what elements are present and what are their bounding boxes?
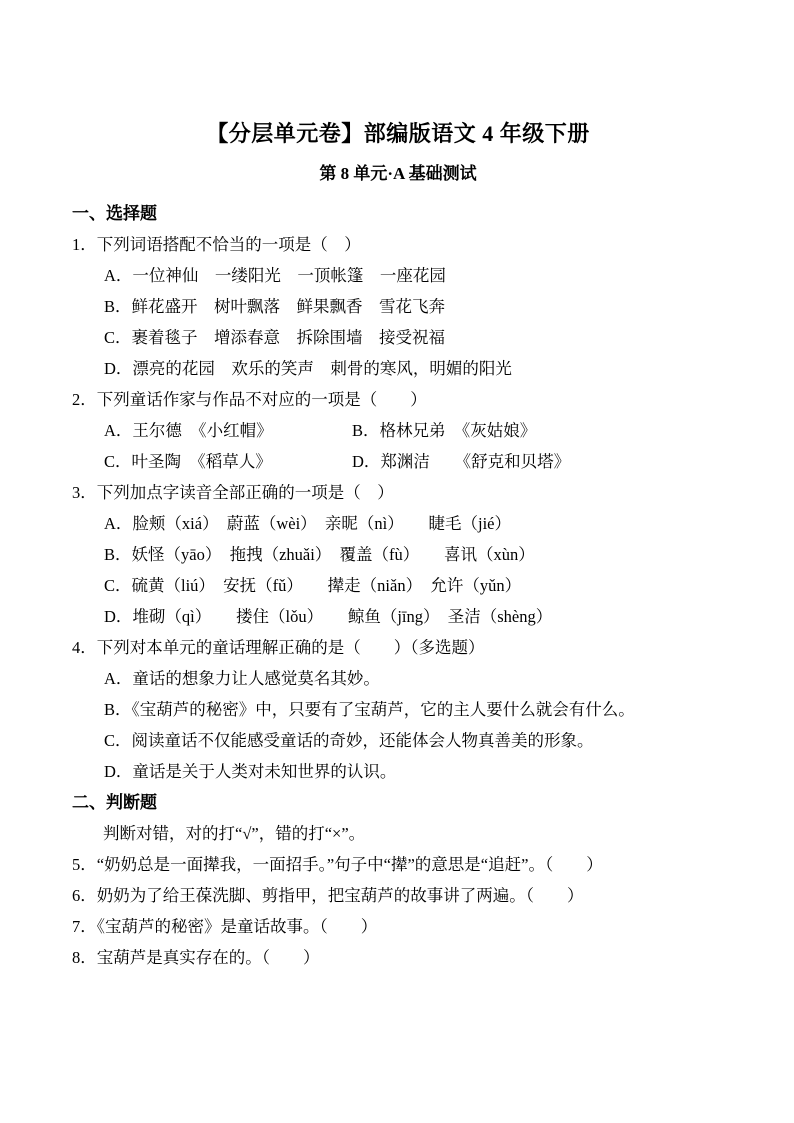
question-3-option-b: B．妖怪（yāo） 拖拽（zhuǎi） 覆盖（fù） 喜讯（xùn） [104,545,535,564]
question-1-option-d: D．漂亮的花园 欢乐的笑声 刺骨的寒风，明媚的阳光 [104,359,512,378]
question-1-option-a: A．一位神仙 一缕阳光 一顶帐篷 一座花园 [104,266,446,285]
question-2 [72,384,724,477]
question-4-option-a: A．童话的想象力让人感觉莫名其妙。 [104,669,380,688]
question-3-option-d: D．堆砌（qì） 搂住（lǒu） 鲸鱼（jīng） 圣洁（shèng） [104,607,553,626]
question-4 [72,632,724,787]
question-2-option-b: B．格林兄弟 《灰姑娘》 [352,421,537,440]
question-1 [72,229,724,384]
question-4-option-c: C．阅读童话不仅能感受童话的奇妙，还能体会人物真善美的形象。 [104,731,594,750]
section-heading-judge: 二、判断题 [72,793,157,812]
question-2-option-a: A．王尔德 《小红帽》 [104,421,273,440]
question-2-option-c: C．叶圣陶 《稻草人》 [104,452,272,471]
question-3-text: 3．下列加点字读音全部正确的一项是（ ） [72,483,394,502]
question-6: 6．奶奶为了给王葆洗脚、剪指甲，把宝葫芦的故事讲了两遍。（ ） [72,886,584,905]
question-7: 7．《宝葫芦的秘密》是童话故事。（ ） [72,917,378,936]
question-2-option-d: D．郑渊洁 《舒克和贝塔》 [352,452,571,471]
question-5: 5．“奶奶总是一面撵我，一面招手。”句子中“撵”的意思是“追赶”。（ ） [72,855,603,874]
document-subtitle: 第 8 单元·A 基础测试 [319,164,477,183]
question-4-option-d: D．童话是关于人类对未知世界的认识。 [104,762,397,781]
question-1-option-b: B．鲜花盛开 树叶飘落 鲜果飘香 雪花飞奔 [104,297,446,316]
document-title: 【分层单元卷】部编版语文 4 年级下册 [206,121,590,146]
question-1-text: 1．下列词语搭配不恰当的一项是（ ） [72,235,361,254]
question-1-option-c: C．裹着毯子 增添春意 拆除围墙 接受祝福 [104,328,446,347]
question-4-option-b: B．《宝葫芦的秘密》中，只要有了宝葫芦，它的主人要什么就会有什么。 [104,700,635,719]
question-2-options-row-1 [72,415,724,446]
question-3 [72,477,724,632]
question-3-option-a: A．脸颊（xiá） 蔚蓝（wèi） 亲昵（nì） 睫毛（jié） [104,514,511,533]
judge-instruction: 判断对错，对的打“√”，错的打“×”。 [103,824,366,843]
document-body [72,198,724,973]
question-2-text: 2．下列童话作家与作品不对应的一项是（ ） [72,390,427,409]
question-2-options-row-2 [72,446,724,477]
section-heading-choice: 一、选择题 [72,204,157,223]
question-4-text: 4．下列对本单元的童话理解正确的是（ ）（多选题） [72,638,485,657]
question-3-option-c: C．硫黄（liú） 安抚（fǔ） 撵走（niǎn） 允许（yǔn） [104,576,522,595]
question-8: 8．宝葫芦是真实存在的。（ ） [72,948,320,967]
